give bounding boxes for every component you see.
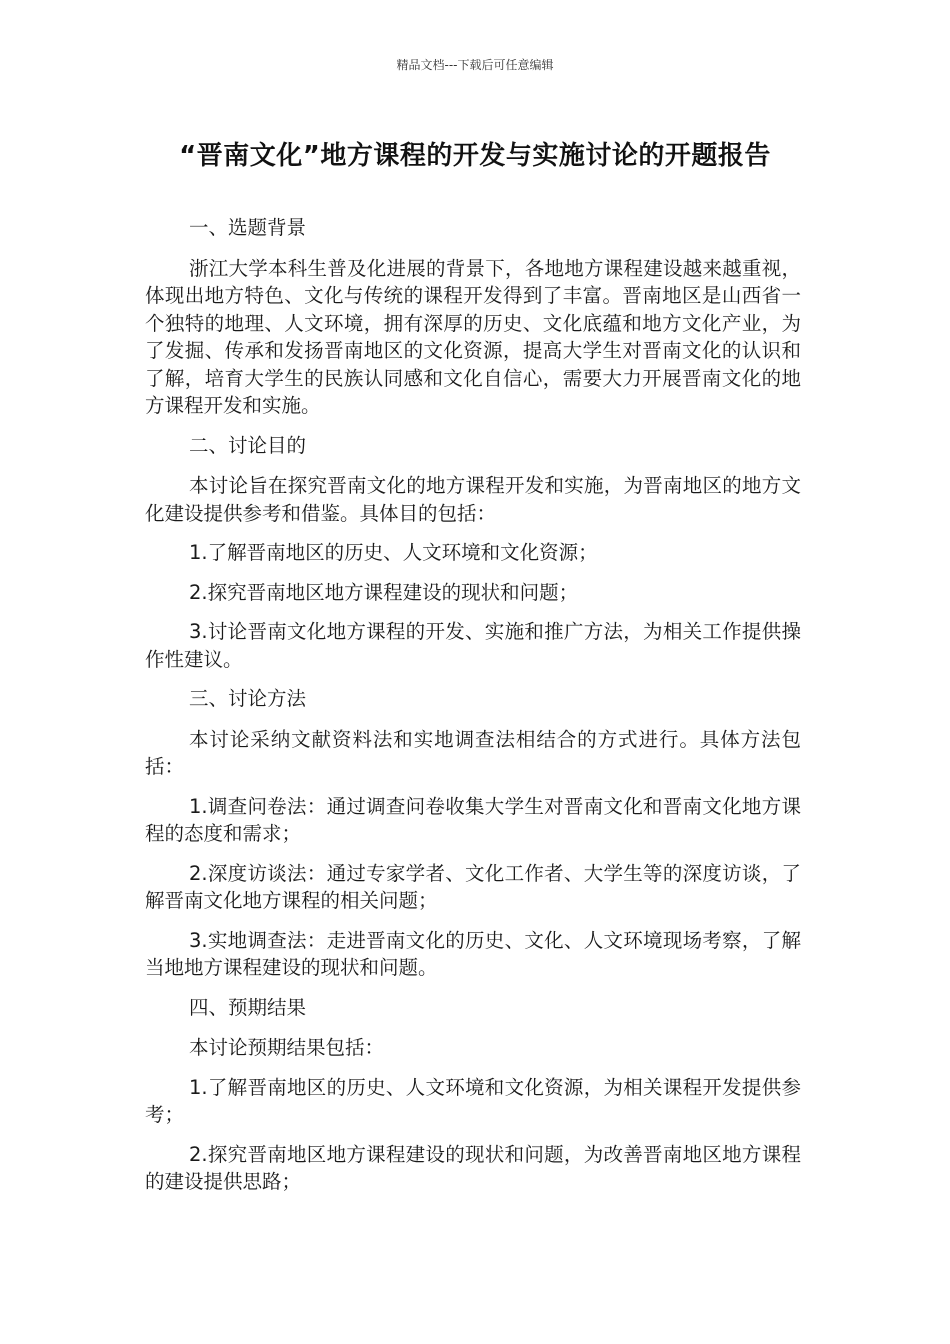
paragraph-results-intro: 本讨论预期结果包括：	[189, 1036, 385, 1059]
paragraph-methods-intro: 本讨论采纳文献资料法和实地调查法相结合的方式进行。具体方法包括：	[145, 727, 801, 778]
list-item-method-3: 3.实地调查法：走进晋南文化的历史、文化、人文环境现场考察，了解当地地方课程建设的现状和问题。	[145, 928, 801, 979]
paragraph-background: 浙江大学本科生普及化进展的背景下，各地地方课程建设越来越重视，体现出地方特色、文化与传统的课程开发得到了丰富。晋南地区是山西省一个独特的地理、人文环境，拥有深厚的历史、文化底蕴和地方文化产业，为了发掘、传承和发扬晋南地区的文化资源，提高大学生对晋南文化的认识和了解，培育大学生的民族认同感和文化自信心，需要大力开展晋南文化的地方课程开发和实施。	[145, 256, 801, 417]
section-heading-background: 一、选题背景	[189, 216, 307, 239]
list-item-purpose-1: 1.了解晋南地区的历史、人文环境和文化资源；	[189, 541, 598, 564]
section-heading-purpose: 二、讨论目的	[189, 433, 307, 457]
paragraph-purpose-intro: 本讨论旨在探究晋南文化的地方课程开发和实施，为晋南地区的地方文化建设提供参考和借鉴。具体目的包括：	[145, 474, 801, 525]
document-body	[145, 214, 801, 1208]
page-header-watermark: 精品文档---下载后可任意编辑	[396, 58, 554, 72]
list-item-method-1: 1.调查问卷法：通过调查问卷收集大学生对晋南文化和晋南文化地方课程的态度和需求；	[145, 794, 801, 845]
list-item-purpose-2: 2.探究晋南地区地方课程建设的现状和问题；	[189, 580, 579, 604]
list-item-result-1: 1.了解晋南地区的历史、人文环境和文化资源，为相关课程开发提供参考；	[145, 1075, 801, 1126]
list-item-result-2: 2.探究晋南地区地方课程建设的现状和问题，为改善晋南地区地方课程的建设提供思路；	[145, 1142, 801, 1193]
list-item-purpose-3: 3.讨论晋南文化地方课程的开发、实施和推广方法，为相关工作提供操作性建议。	[145, 620, 801, 671]
list-item-method-2: 2.深度访谈法：通过专家学者、文化工作者、大学生等的深度访谈，了解晋南文化地方课程的相关问题；	[145, 861, 801, 912]
section-heading-methods: 三、讨论方法	[189, 687, 307, 710]
document-title: “晋南文化”地方课程的开发与实施讨论的开题报告	[179, 141, 771, 171]
section-heading-results: 四、预期结果	[189, 995, 307, 1019]
